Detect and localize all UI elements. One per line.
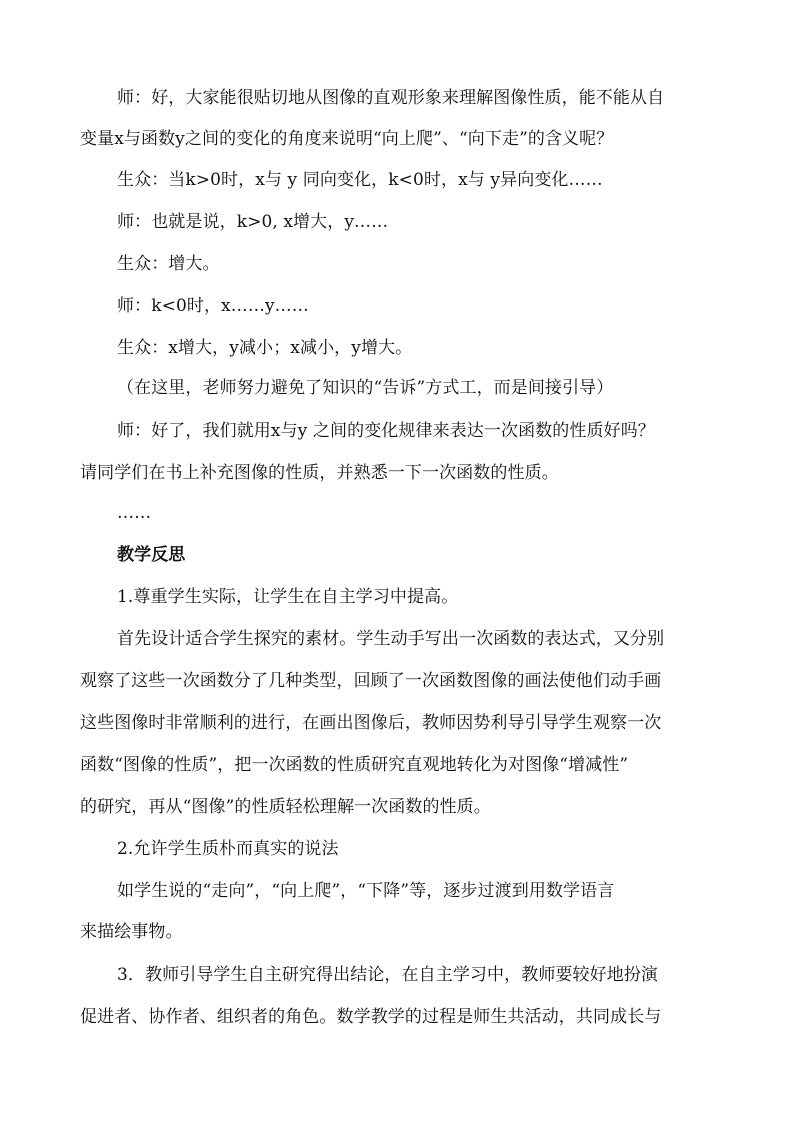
paragraph-line: 请同学们在书上补充图像的性质，并熟悉一下一次函数的性质。 xyxy=(80,463,559,483)
paragraph-line: 函数“图像的性质”，把一次函数的性质研究直观地转化为对图像“增减性” xyxy=(80,755,629,775)
paragraph-line: 促进者、协作者、组织者的角色。数学教学的过程是师生共活动，共同成长与 xyxy=(80,1007,662,1027)
paragraph-line: 生众：当k>0时，x与 y 同向变化，k<0时，x与 y异向变化…… xyxy=(117,170,603,190)
ellipsis-line: …… xyxy=(117,503,152,523)
paragraph-line: 的研究，再从“图像”的性质轻松理解一次函数的性质。 xyxy=(80,797,491,817)
list-item-heading: 3．教师引导学生自主研究得出结论，在自主学习中，教师要较好地扮演 xyxy=(117,965,659,985)
paragraph-line: 师：也就是说，k>0, x增大，y…… xyxy=(117,212,389,232)
list-item-heading: 2.允许学生质朴而真实的说法 xyxy=(117,839,339,859)
paragraph-line: 来描绘事物。 xyxy=(80,922,183,942)
paragraph-line: 首先设计适合学生探究的素材。学生动手写出一次函数的表达式，又分别 xyxy=(117,629,665,649)
paragraph-line: 生众：x增大，y减小；x减小，y增大。 xyxy=(117,338,413,358)
paragraph-line: 生众：增大。 xyxy=(117,254,220,274)
paragraph-line: 师：k<0时，x……y…… xyxy=(117,296,309,316)
paragraph-line: 观察了这些一次函数分了几种类型，回顾了一次函数图像的画法使他们动手画 xyxy=(80,671,662,691)
paragraph-line: （在这里，老师努力避免了知识的“告诉”方式工，而是间接引导） xyxy=(117,378,614,398)
paragraph-line: 变量x与函数y之间的变化的角度来说明“向上爬”、“向下走”的含义呢？ xyxy=(80,129,614,149)
paragraph-line: 这些图像时非常顺利的进行，在画出图像后，教师因势利导引导学生观察一次 xyxy=(80,713,662,733)
paragraph-line: 如学生说的“走向”，“向上爬”，“下降”等，逐步过渡到用数学语言 xyxy=(117,881,615,901)
paragraph-line: 师：好，大家能很贴切地从图像的直观形象来理解图像性质，能不能从自 xyxy=(117,88,665,108)
section-heading: 教学反思 xyxy=(117,545,186,565)
paragraph-line: 师：好了，我们就用x与y 之间的变化规律来表达一次函数的性质好吗？ xyxy=(117,421,655,441)
list-item-heading: 1.尊重学生实际，让学生在自主学习中提高。 xyxy=(117,587,459,607)
